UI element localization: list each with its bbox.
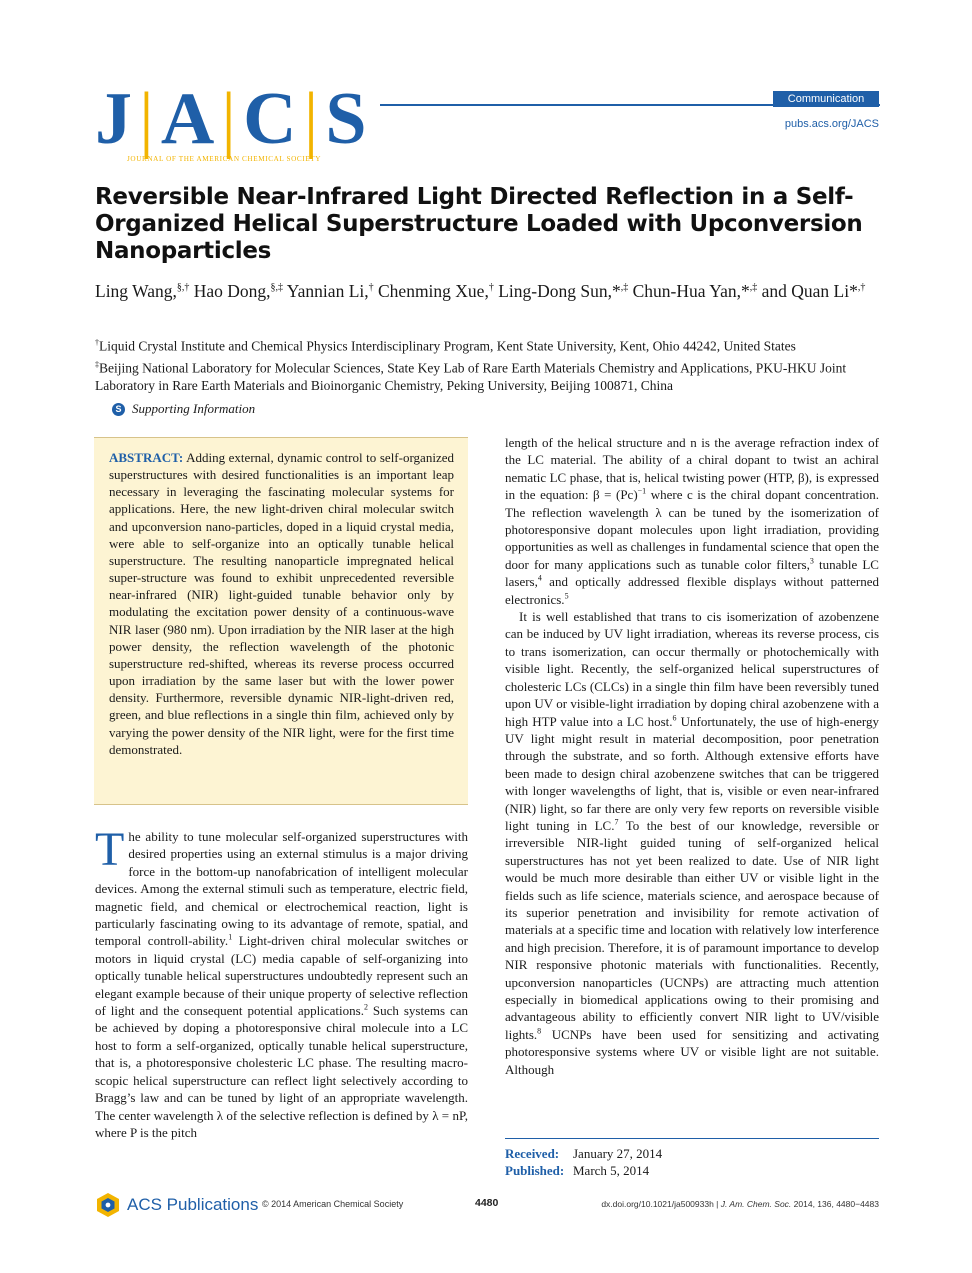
received-label: Received: [505,1146,560,1161]
author-name: Chun-Hua Yan,* [632,280,750,301]
text-run: he ability to tune molecular self-organized superstructures with desired properties using an external stimulus is a major driving force in the bottom-up nanofabrication of intelligent molecular devices. Among the external stimuli such as temperature, electric field, magnetic field, and chemical or electrochemical reaction, light is particularly fascinating owing to its advantage of remote, spatial, and temporal controll-ability. [95,829,468,949]
body-column-left [95,823,469,1141]
text-run: Unfortunately, the use of high-energy UV light might result in material decomposition, poor penetration through the substrate, and so forth. Although extensive efforts have been made to design chiral azobenzene switches that can be triggered with longer wavelengths of light, that is, visible or even near-infrared (NIR) light, so far there are only very few reports on reversible visible light tuning in LC. [505,713,879,833]
reference-superscript: 6 [672,713,677,723]
text-run: UCNPs have been used for sensitizing and activating photoresponsive systems where UV or visible light are not suitable. Although [505,1026,879,1077]
abstract-label: ABSTRACT: [109,450,184,465]
text-run: It is well established that trans to cis isomerization of azobenzene can be induced by UV light irradiation, whereas its reverse process, cis to trans isomerization, can occur thermally or photochemically with visible light. Recently, the self-organized helical superstructures of cholesteric LCs (CLCs) in a single thin film have been reversibly tuned upon UV or visible-light irradiation by doping chiral azobenzene with a high HTP value into a LC host. [505,609,879,729]
text-run: where c is the chiral dopant concentration. The reflection wavelength λ can be tuned by the isomerization of photoresponsive dopant molecules upon light irradiation, providing opportunities as well as challenges in fundamental science that open the door for many applications such as tunable color filters, [505,487,879,572]
author-affiliation-mark: §,‡ [270,282,284,293]
logo-letter-j: J [95,78,133,160]
body-paragraph [505,434,879,608]
author-affiliation-mark: † [488,282,494,293]
text-run: To the best of our knowledge, reversible or irreversible NIR-light guided tuning of self-organized helical superstructures has not yet been realized to date. Use of NIR light would be much more desirable than either UV or visible light in the fields such as life science, materials science, and aerospace because of its superior penetration and invisibility for remote activation of materials at a specific time and location with relatively low interference and high precision. Therefore, it is of paramount importance to develop NIR responsive photonic materials with functionalities. Recently, upconversion nanoparticles (UCNPs) are attracting much attention especially in biomedical applications owing to their promising and advantageous ability to efficiently convert NIR light to UV/visible lights. [505,817,879,1042]
text-run: Such systems can be achieved by doping a photoresponsive chiral molecule into a LC host to form a self-organized, optically tunable helical superstructure, that is, a photoresponsive cholesteric LC phase. The resulting macro-scopic helical superstructure can reflect light selectively according to Bragg’s law and can be tuned by light of an appropriate wavelength. The center wavelength λ of the selective reflection is defined by λ = nP, where P is the pitch [95,1003,468,1140]
paragraph-text [95,823,469,1140]
reference-superscript: 7 [614,817,619,827]
dates-rule [505,1138,879,1139]
supporting-information-link[interactable] [112,401,255,417]
jacs-logo [95,78,380,166]
journal-url-link[interactable]: pubs.acs.org/JACS [784,118,879,130]
text-run: tunable LC lasers, [505,556,879,590]
author-name: Ling-Dong Sun,* [498,280,621,301]
author-name: Hao Dong, [193,280,271,301]
logo-divider: | [139,78,155,160]
author-list [95,277,885,302]
text-run: length of the helical structure and n is the average refraction index of the LC material. The ability of a chiral dopant to twist an achiral nematic LC phase, that is, helical twisting power (HTP, β), is expressed in the equation: β = (Pc) [505,435,879,503]
affiliation-1 [95,334,885,355]
author-affiliation-mark: ,‡ [749,282,758,293]
published-date [505,1162,649,1179]
affiliation-mark: ‡ [95,360,99,369]
acs-hexagon-icon [95,1192,121,1218]
acs-publications-logo[interactable] [95,1192,258,1218]
reference-superscript: 3 [809,556,814,566]
page-number: 4480 [475,1197,499,1209]
logo-letter-a: A [160,78,216,160]
reference-superscript: 1 [228,933,233,943]
logo-letter-s: S [325,78,368,160]
reference-superscript: 5 [564,591,569,601]
doi-link[interactable]: dx.doi.org/10.1021/ja500933h [601,1199,714,1209]
text-run: Light-driven chiral molecular switches or motors in liquid crystal (LC) media capable of self-organizing into optically tunable helical superstructures undoubtedly represent such an elegant example because of their unique property of selective reflection of light and the consequent potential applications. [95,933,469,1019]
abstract-box [94,437,468,805]
author-affiliation-mark: ,‡ [620,282,629,293]
citation-line: dx.doi.org/10.1021/ja500933h | J. Am. Chem. Soc. 2014, 136, 4480−4483 [601,1199,879,1209]
article-type-badge: Communication [773,91,879,107]
received-value: January 27, 2014 [573,1146,663,1161]
affiliation-text: Beijing National Laboratory for Molecular Sciences, State Key Lab of Rare Earth Materials Chemistry and Applications, PKU-HKU Joint Laboratory in Rare Earth Materials and Bioinorganic Chemistry, Peking University, Beijing 100871, China [95,360,847,393]
affiliation-text: Liquid Crystal Institute and Chemical Physics Interdisciplinary Program, Kent State University, Kent, Ohio 44242, United States [99,338,796,354]
reference-superscript: −1 [637,486,647,496]
affiliation-mark: † [95,338,99,347]
received-date [505,1145,662,1162]
supporting-info-icon: S [112,403,125,416]
author-name: and Quan Li* [761,280,858,301]
published-value: March 5, 2014 [573,1163,650,1178]
citation-tail: 2014, 136, 4480−4483 [793,1199,879,1209]
drop-cap: T [95,823,125,876]
copyright-text: © 2014 American Chemical Society [262,1199,404,1209]
journal-abbrev: J. Am. Chem. Soc. [720,1199,792,1209]
reference-superscript: 4 [537,573,542,583]
paragraph-text [505,609,879,1077]
logo-divider: | [221,78,238,160]
article-title: Reversible Near-Infrared Light Directed Reflection in a Self-Organized Helical Superstructure Loaded with Upconversion Nanoparticles [95,184,863,264]
abstract-text [109,449,454,758]
author-name: Yannian Li, [286,280,369,301]
text-run: and optically addressed flexible displays without patterned electronics. [505,574,879,607]
publisher-name: ACS Publications [127,1195,259,1214]
author-name: Ling Wang, [95,280,177,301]
author-affiliation-mark: † [368,282,374,293]
reference-superscript: 2 [363,1002,368,1012]
author-affiliation-mark: ,† [857,282,866,293]
body-paragraph [95,823,469,1141]
logo-letter-c: C [243,78,298,160]
body-paragraph [505,608,879,1078]
author-name: Chenming Xue, [378,280,489,301]
logo-divider: | [303,78,320,160]
published-label: Published: [505,1163,565,1178]
abstract-body: Adding external, dynamic control to self-organized superstructures with desired functionalities is an important leap necessary in leveraging the fascinating molecular systems for applications. Here, the new light-driven chiral molecular switch and upconversion nano-particles, doped in a liquid crystal media, were able to self-organize into an optically tunable helical superstructure. The resulting nanoparticle impregnated helical super-structure was found to exhibit unprecedented reversible near-infrared (NIR) light-guided tunable behavior only by modulating the excitation power density of a continuous-wave NIR laser (980 nm). Upon irradiation by the NIR laser at the high power density, the reflection wavelength of the photonic superstructure red-shifted, whereas its reverse process occurred upon irradiation by the same laser but with the lower power density. Furthermore, reversible dynamic NIR-light-driven red, green, and blue reflections in a single thin film, achieved only by varying the power density of the NIR light, were for the first time demonstrated. [109,450,454,757]
paragraph-text [505,435,879,607]
affiliation-2 [95,356,885,394]
logo-subtitle: JOURNAL OF THE AMERICAN CHEMICAL SOCIETY [127,155,322,163]
body-column-right [505,434,879,1078]
author-affiliation-mark: §,† [176,282,190,293]
supporting-info-label: Supporting Information [132,401,256,416]
reference-superscript: 8 [537,1026,542,1036]
